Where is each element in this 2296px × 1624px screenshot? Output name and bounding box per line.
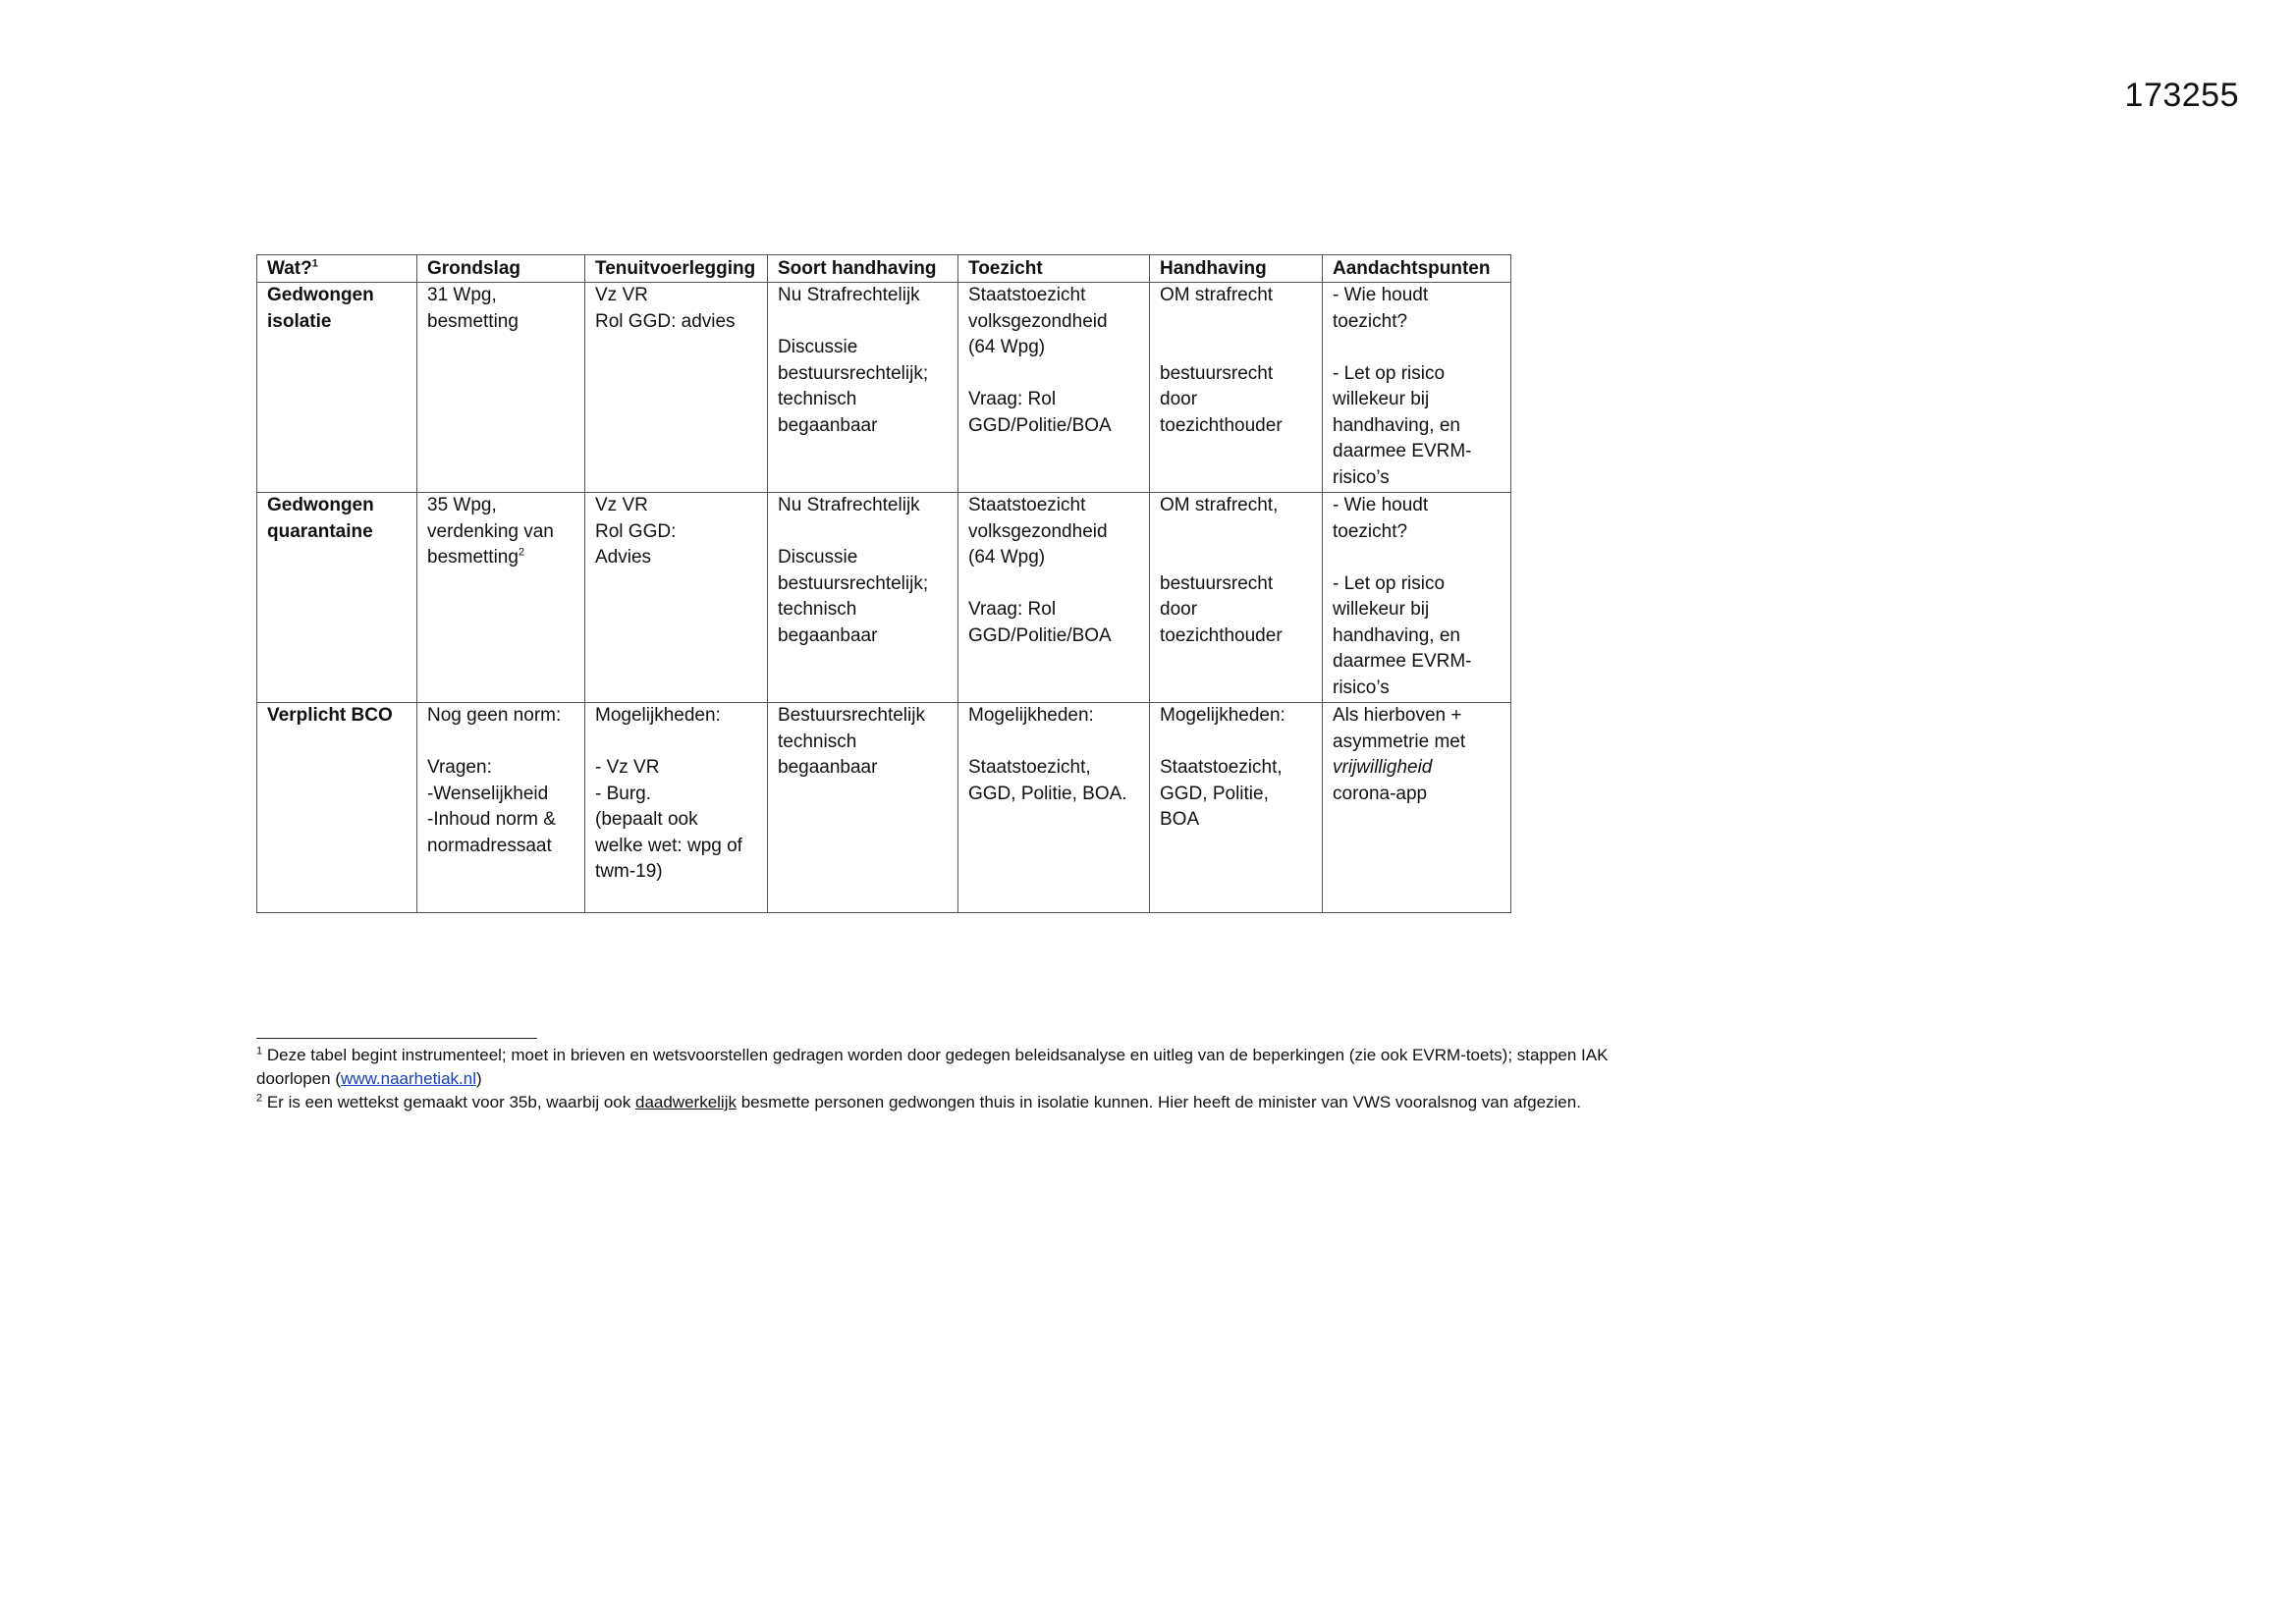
cell-tenuitvoerlegging: Vz VR Rol GGD: Advies — [585, 493, 768, 703]
header-handhaving: Handhaving — [1150, 255, 1323, 283]
footnote-marker: 2 — [256, 1092, 263, 1105]
cell-grondslag: 35 Wpg, verdenking van besmetting$^2$ — [417, 493, 585, 703]
footnote-2: $^2$ Er is een wettekst gemaakt voor 35b, waarbij ook daadwerkelijk besmette personen gedwongen thuis in isolatie kunnen. Hier heeft de minister van VWS vooralsnog van afgezien. — [256, 1092, 1581, 1111]
header-tenuitvoerlegging: Tenuitvoerlegging — [585, 255, 768, 283]
header-grondslag: Grondslag — [417, 255, 585, 283]
cell-grondslag: Nog geen norm: Vragen: -Wenselijkheid -Inhoud norm & normadressaat — [417, 703, 585, 913]
table-row — [257, 283, 1511, 493]
cell-wat: Gedwongen quarantaine — [257, 493, 417, 703]
header-aandachtspunten: Aandachtspunten — [1323, 255, 1511, 283]
footnote-marker: 2 — [518, 546, 525, 559]
cell-aandachtspunten: Als hierboven + asymmetrie met vrijwilligheid corona-app — [1323, 703, 1511, 913]
table-row — [257, 703, 1511, 913]
cell-handhaving: OM strafrecht, bestuursrecht door toezichthouder — [1150, 493, 1323, 703]
footnote-separator — [256, 1038, 537, 1039]
cell-grondslag: 31 Wpg, besmetting — [417, 283, 585, 493]
emphasis-text: vrijwilligheid — [1333, 757, 1433, 778]
cell-soort-handhaving: Nu Strafrechtelijk Discussie bestuursrechtelijk; technisch begaanbaar — [768, 493, 958, 703]
table-row — [257, 493, 1511, 703]
cell-wat: Verplicht BCO — [257, 703, 417, 913]
iak-link[interactable]: www.naarhetiak.nl — [341, 1069, 476, 1088]
header-soort-handhaving: Soort handhaving — [768, 255, 958, 283]
cell-tenuitvoerlegging: Mogelijkheden: - Vz VR - Burg. (bepaalt ook welke wet: wpg of twm-19) — [585, 703, 768, 913]
cell-tenuitvoerlegging: Vz VR Rol GGD: advies — [585, 283, 768, 493]
cell-soort-handhaving: Nu Strafrechtelijk Discussie bestuursrechtelijk; technisch begaanbaar — [768, 283, 958, 493]
footnotes — [256, 1044, 1631, 1114]
footnote-marker: 1 — [311, 257, 318, 270]
table-header-row — [257, 255, 1511, 283]
cell-soort-handhaving: Bestuursrechtelijk technisch begaanbaar — [768, 703, 958, 913]
measures-table — [256, 254, 1511, 913]
footnote-1: $^1$ Deze tabel begint instrumenteel; moet in brieven en wetsvoorstellen gedragen worden door gedegen beleidsanalyse en uitleg van de beperkingen (zie ook EVRM-toets); stappen IAK doorlopen (www.naarhetiak.nl) — [256, 1045, 1609, 1088]
header-toezicht: Toezicht — [958, 255, 1150, 283]
underlined-text: daadwerkelijk — [634, 1093, 737, 1111]
header-wat: Wat?$^1$ — [257, 255, 417, 283]
cell-toezicht: Mogelijkheden: Staatstoezicht, GGD, Politie, BOA. — [958, 703, 1150, 913]
footnote-marker: 1 — [256, 1045, 263, 1057]
cell-handhaving: OM strafrecht bestuursrecht door toezichthouder — [1150, 283, 1323, 493]
cell-toezicht: Staatstoezicht volksgezondheid (64 Wpg) Vraag: Rol GGD/Politie/BOA — [958, 493, 1150, 703]
cell-aandachtspunten: - Wie houdt toezicht? - Let op risico willekeur bij handhaving, en daarmee EVRM- risico’s — [1323, 283, 1511, 493]
cell-toezicht: Staatstoezicht volksgezondheid (64 Wpg) Vraag: Rol GGD/Politie/BOA — [958, 283, 1150, 493]
cell-handhaving: Mogelijkheden: Staatstoezicht, GGD, Politie, BOA — [1150, 703, 1323, 913]
cell-wat: Gedwongen isolatie — [257, 283, 417, 493]
document-number: 173255 — [2124, 77, 2239, 114]
cell-aandachtspunten: - Wie houdt toezicht? - Let op risico willekeur bij handhaving, en daarmee EVRM- risico’s — [1323, 493, 1511, 703]
